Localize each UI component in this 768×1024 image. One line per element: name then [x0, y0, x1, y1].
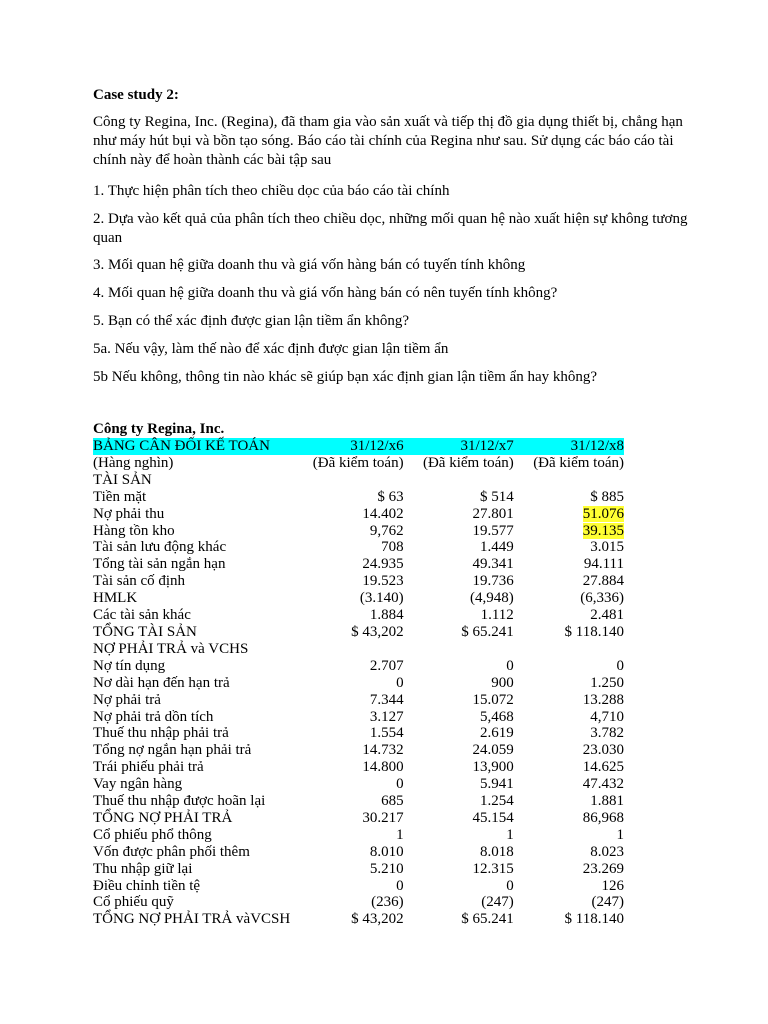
row-value	[404, 641, 514, 658]
row-value	[293, 624, 403, 641]
value-text: 1.250	[590, 674, 624, 691]
row-value	[404, 709, 514, 726]
row-value	[293, 641, 403, 658]
value-text: (4,948)	[470, 590, 514, 607]
value-text: 19.577	[472, 522, 514, 539]
question-3: 3. Mối quan hệ giữa doanh thu và giá vốn hàng bán có tuyến tính không	[93, 257, 526, 273]
value-text: 3.127	[369, 708, 404, 725]
value-text: 1.254	[480, 793, 514, 810]
value-text: (247)	[481, 894, 514, 911]
table-row	[93, 725, 624, 742]
row-label: Tổng nợ ngắn hạn phải trả	[93, 742, 252, 759]
row-value	[404, 793, 514, 810]
row-value	[293, 709, 403, 726]
row-value	[293, 472, 403, 489]
intro-paragraph: Công ty Regina, Inc. (Regina), đã tham gia vào sản xuất và tiếp thị đồ gia dụng thiết bị, chẳng hạn như máy hút bụi và bồn tạo sóng. Báo cáo tài chính của Regina như sau. Sử dụng các báo cáo tài chính này để hoàn thành các bài tập sau	[93, 114, 683, 168]
row-label: Tài sản cố định	[93, 573, 186, 590]
row-value	[293, 675, 403, 692]
value-text: $ 43,202	[351, 911, 404, 928]
value-text: 23.030	[582, 742, 624, 759]
balance-sheet-table	[93, 438, 624, 928]
row-value	[404, 472, 514, 489]
table-row	[93, 556, 624, 573]
table-row	[93, 607, 624, 624]
table-row	[93, 709, 624, 726]
row-value	[293, 742, 403, 759]
value-text: 86,968	[582, 809, 624, 826]
row-label: Các tài sản khác	[93, 607, 191, 624]
row-value	[293, 844, 403, 861]
audit-status: (Đã kiểm toán)	[422, 454, 514, 471]
value-text: 94.111	[583, 556, 624, 573]
table-row	[93, 894, 624, 911]
value-text: 19.523	[362, 573, 404, 590]
row-label: Trái phiếu phải trả	[93, 759, 204, 776]
question-4: 4. Mối quan hệ giữa doanh thu và giá vốn hàng bán có nên tuyến tính không?	[93, 285, 558, 301]
case-study-title: Case study 2:	[93, 87, 179, 103]
row-value	[404, 810, 514, 827]
unit-row	[93, 455, 624, 472]
row-value	[404, 658, 514, 675]
row-value	[404, 675, 514, 692]
table-row	[93, 624, 624, 641]
row-value	[404, 878, 514, 895]
value-text: 1	[396, 826, 404, 843]
row-value	[514, 776, 624, 793]
value-text: 14.402	[362, 505, 404, 522]
row-label: TỔNG TÀI SẢN	[93, 623, 197, 640]
value-text: (6,336)	[580, 590, 624, 607]
row-label: NỢ PHẢI TRẢ và VCHS	[93, 640, 249, 657]
question-2: 2. Dựa vào kết quả của phân tích theo chiều dọc, những mối quan hệ nào xuất hiện sự không tương quan	[93, 211, 688, 246]
period-header: 31/12/x8	[514, 438, 624, 455]
table-row	[93, 776, 624, 793]
value-text: $ 885	[590, 488, 624, 505]
row-value	[404, 776, 514, 793]
row-value	[514, 573, 624, 590]
row-value	[404, 844, 514, 861]
value-text: 1.554	[369, 725, 404, 742]
value-text: 2.481	[590, 607, 624, 624]
row-value	[514, 590, 624, 607]
row-value	[404, 894, 514, 911]
value-text: 1	[506, 826, 514, 843]
value-text: 24.059	[472, 742, 514, 759]
row-value	[514, 675, 624, 692]
row-label: Cổ phiếu phổ thông	[93, 826, 212, 843]
value-text: 13.288	[582, 691, 624, 708]
row-value	[514, 844, 624, 861]
table-row	[93, 810, 624, 827]
value-text: $ 65.241	[461, 911, 514, 928]
value-text: 14.800	[362, 759, 404, 776]
table-row	[93, 472, 624, 489]
question-5a: 5a. Nếu vậy, làm thế nào để xác định được gian lận tiềm ẩn	[93, 341, 449, 357]
value-text: 900	[491, 674, 514, 691]
value-text: 3.015	[590, 539, 624, 556]
row-label: Điều chỉnh tiền tệ	[93, 877, 201, 894]
table-row	[93, 793, 624, 810]
row-value	[404, 861, 514, 878]
value-text: 1.881	[590, 793, 624, 810]
period-header: 31/12/x6	[293, 438, 403, 455]
row-value	[404, 539, 514, 556]
table-row	[93, 573, 624, 590]
value-text: 2.707	[369, 657, 404, 674]
row-value	[514, 607, 624, 624]
value-text: 4,710	[590, 708, 624, 725]
row-label: Nợ phải trả dồn tích	[93, 708, 214, 725]
value-text: 39.135	[582, 522, 624, 539]
row-label: Tiền mặt	[93, 488, 147, 505]
row-value	[293, 489, 403, 506]
row-value	[293, 776, 403, 793]
table-row	[93, 861, 624, 878]
row-label: Tổng tài sản ngắn hạn	[93, 556, 226, 573]
row-value	[404, 624, 514, 641]
value-text: 126	[601, 877, 624, 894]
row-value	[293, 658, 403, 675]
value-text: 0	[616, 657, 624, 674]
value-text: 9,762	[369, 522, 404, 539]
row-value	[293, 692, 403, 709]
value-text: $ 118.140	[564, 623, 624, 640]
row-value	[514, 793, 624, 810]
value-text: 47.432	[582, 776, 624, 793]
row-value	[514, 742, 624, 759]
value-text: 5.210	[369, 860, 404, 877]
row-value	[514, 539, 624, 556]
value-text: 12.315	[472, 860, 514, 877]
table-row	[93, 506, 624, 523]
row-value	[514, 709, 624, 726]
table-row	[93, 844, 624, 861]
row-value	[514, 810, 624, 827]
value-text: 49.341	[472, 556, 514, 573]
row-value	[293, 556, 403, 573]
value-text: 27.801	[472, 505, 514, 522]
row-value	[404, 725, 514, 742]
row-value	[404, 692, 514, 709]
row-value	[293, 539, 403, 556]
row-value	[293, 759, 403, 776]
value-text: $ 118.140	[564, 911, 624, 928]
row-value	[514, 759, 624, 776]
value-text: 708	[381, 539, 404, 556]
table-row	[93, 878, 624, 895]
row-value	[514, 489, 624, 506]
row-value	[293, 878, 403, 895]
row-value	[514, 692, 624, 709]
row-value	[293, 725, 403, 742]
row-value	[293, 827, 403, 844]
row-label: Hàng tồn kho	[93, 522, 175, 539]
question-5b: 5b Nếu không, thông tin nào khác sẽ giúp bạn xác định gian lận tiềm ẩn hay không?	[93, 369, 598, 385]
row-value	[514, 556, 624, 573]
value-text: $ 514	[480, 488, 514, 505]
audit-status: (Đã kiểm toán)	[312, 454, 404, 471]
row-value	[404, 911, 514, 928]
value-text: 8.010	[369, 843, 404, 860]
table-row	[93, 658, 624, 675]
row-label: Thuế thu nhập phải trả	[93, 725, 229, 742]
value-text: 0	[396, 674, 404, 691]
value-text: 5.941	[480, 776, 514, 793]
row-value	[293, 894, 403, 911]
row-value	[514, 894, 624, 911]
row-value	[404, 590, 514, 607]
value-text: $ 63	[377, 488, 404, 505]
row-value	[293, 911, 403, 928]
unit-label: (Hàng nghìn)	[93, 454, 174, 471]
value-text: 14.625	[582, 759, 624, 776]
value-text: 3.782	[590, 725, 624, 742]
value-text: 14.732	[362, 742, 404, 759]
value-text: 1	[616, 826, 624, 843]
row-value	[404, 506, 514, 523]
value-text: $ 43,202	[351, 623, 404, 640]
row-label: Nợ tín dụng	[93, 657, 166, 674]
value-text: (236)	[371, 894, 404, 911]
table-row	[93, 675, 624, 692]
question-1: 1. Thực hiện phân tích theo chiều dọc của báo cáo tài chính	[93, 183, 450, 199]
row-label: TÀI SẢN	[93, 471, 152, 488]
value-text: 1.884	[369, 607, 404, 624]
value-text: 7.344	[369, 691, 404, 708]
balance-sheet-title: BẢNG CÂN ĐỐI KẾ TOÁN	[93, 438, 293, 455]
row-value	[514, 911, 624, 928]
row-value	[514, 624, 624, 641]
value-text: $ 65.241	[461, 623, 514, 640]
value-text: 0	[506, 877, 514, 894]
row-label: TỔNG NỢ PHẢI TRẢ vàVCSH	[93, 911, 291, 928]
table-row	[93, 911, 624, 928]
value-text: 30.217	[362, 809, 404, 826]
table-row	[93, 523, 624, 540]
row-value	[404, 607, 514, 624]
value-text: 0	[396, 776, 404, 793]
row-label: Vốn được phân phối thêm	[93, 843, 250, 860]
row-value	[404, 489, 514, 506]
row-value	[514, 472, 624, 489]
row-value	[514, 641, 624, 658]
row-value	[404, 827, 514, 844]
row-value	[404, 523, 514, 540]
row-value	[514, 506, 624, 523]
value-text: 45.154	[472, 809, 514, 826]
row-label: Nơ dài hạn đến hạn trả	[93, 674, 230, 691]
row-value	[514, 523, 624, 540]
row-value	[404, 573, 514, 590]
row-value	[514, 827, 624, 844]
row-value	[293, 810, 403, 827]
value-text: 13,900	[472, 759, 514, 776]
table-row	[93, 489, 624, 506]
row-label: Nợ phải thu	[93, 505, 165, 522]
balance-sheet-header-row	[93, 438, 624, 455]
table-row	[93, 590, 624, 607]
row-value	[293, 861, 403, 878]
value-text: 0	[506, 657, 514, 674]
row-value	[404, 742, 514, 759]
value-text: 685	[381, 793, 404, 810]
row-value	[514, 658, 624, 675]
table-row	[93, 641, 624, 658]
row-value	[404, 556, 514, 573]
row-value	[293, 607, 403, 624]
row-label: Vay ngân hàng	[93, 776, 183, 793]
row-label: TỔNG NỢ PHẢI TRẢ	[93, 809, 233, 826]
value-text: 1.112	[480, 607, 514, 624]
question-5: 5. Bạn có thể xác định được gian lận tiềm ẩn không?	[93, 313, 409, 329]
row-value	[293, 793, 403, 810]
value-text: 2.619	[480, 725, 514, 742]
value-text: 15.072	[472, 691, 514, 708]
row-value	[514, 861, 624, 878]
table-row	[93, 759, 624, 776]
row-value	[514, 878, 624, 895]
row-value	[293, 506, 403, 523]
value-text: 23.269	[582, 860, 624, 877]
row-value	[404, 759, 514, 776]
row-value	[293, 523, 403, 540]
value-text: 1.449	[480, 539, 514, 556]
table-row	[93, 742, 624, 759]
value-text: 19.736	[472, 573, 514, 590]
table-row	[93, 692, 624, 709]
audit-status: (Đã kiểm toán)	[533, 454, 624, 471]
value-text: 8.023	[590, 843, 624, 860]
row-label: Cổ phiếu quỹ	[93, 894, 174, 911]
row-label: Nợ phải trả	[93, 691, 161, 708]
row-label: Thu nhập giữ lại	[93, 860, 193, 877]
company-name: Công ty Regina, Inc.	[93, 421, 225, 437]
row-value	[514, 725, 624, 742]
value-text: 27.884	[582, 573, 624, 590]
value-text: (247)	[591, 894, 624, 911]
row-label: Thuế thu nhập được hoãn lại	[93, 793, 266, 810]
table-row	[93, 539, 624, 556]
period-header: 31/12/x7	[404, 438, 514, 455]
value-text: 8.018	[480, 843, 514, 860]
value-text: 5,468	[480, 708, 514, 725]
row-label: HMLK	[93, 590, 138, 607]
value-text: (3.140)	[359, 590, 404, 607]
row-label: Tài sản lưu động khác	[93, 539, 227, 556]
row-value	[293, 573, 403, 590]
row-value	[293, 590, 403, 607]
table-row	[93, 827, 624, 844]
value-text: 0	[396, 877, 404, 894]
value-text: 24.935	[362, 556, 404, 573]
value-text: 51.076	[582, 505, 624, 522]
